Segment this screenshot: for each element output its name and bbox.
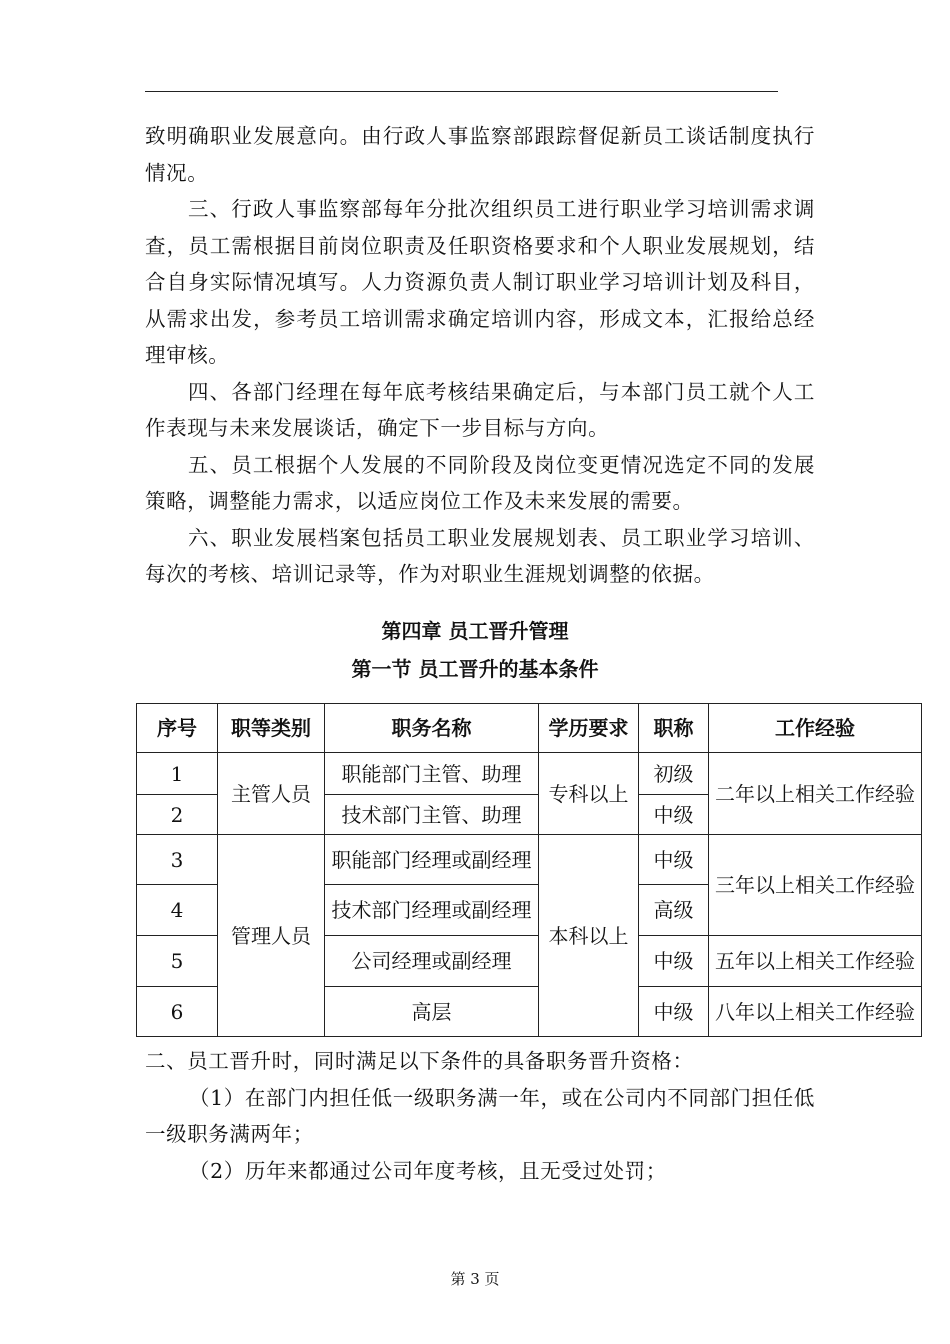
chapter-title: 第四章 员工晋升管理: [381, 619, 569, 643]
cell-position: 技术部门经理或副经理: [325, 885, 539, 936]
cell-title: 中级: [639, 936, 709, 987]
paragraph-item-2: 二、员工晋升时，同时满足以下条件的具备职务晋升资格：: [145, 1049, 694, 1073]
cell-experience: 五年以上相关工作经验: [709, 936, 922, 987]
paragraph-item-5: 五、员工根据个人发展的不同阶段及岗位变更情况选定不同的发展策略，调整能力需求，以适应岗位工作及未来发展的需要。: [145, 452, 815, 513]
paragraph-item-4: 四、各部门经理在每年底考核结果确定后，与本部门员工就个人工作表现与未来发展谈话，确定下一步目标与方向。: [145, 379, 815, 440]
header-cell-category: 职等类别: [218, 704, 325, 753]
cell-title: 高级: [639, 885, 709, 936]
cell-position: 公司经理或副经理: [325, 936, 539, 987]
cell-position: 职能部门主管、助理: [325, 753, 539, 795]
cell-number: 1: [137, 753, 218, 795]
cell-experience: 八年以上相关工作经验: [709, 987, 922, 1037]
promotion-conditions-table: [136, 703, 922, 1037]
condition-1: （1）在部门内担任低一级职务满一年，或在公司内不同部门担任低一级职务满两年；: [145, 1085, 815, 1146]
cell-education: 专科以上: [539, 753, 639, 835]
cell-title: 中级: [639, 835, 709, 885]
cell-category: 主管人员: [218, 753, 325, 835]
cell-number: 4: [137, 885, 218, 936]
paragraph-item-3: 三、行政人事监察部每年分批次组织员工进行职业学习培训需求调查，员工需根据目前岗位职责及任职资格要求和个人职业发展规划，结合自身实际情况填写。人力资源负责人制订职业学习培训计划及科目，从需求出发，参考员工培训需求确定培训内容，形成文本，汇报给总经理审核。: [145, 197, 815, 367]
cell-position: 职能部门经理或副经理: [325, 835, 539, 885]
promotion-conditions-text: [145, 1043, 815, 1189]
cell-title: 中级: [639, 987, 709, 1037]
cell-experience: 二年以上相关工作经验: [709, 753, 922, 835]
paragraph-continuation: 致明确职业发展意向。由行政人事监察部跟踪督促新员工谈话制度执行情况。: [145, 124, 815, 185]
table-row: [137, 753, 922, 795]
header-cell-number: 序号: [137, 704, 218, 753]
cell-position: 技术部门主管、助理: [325, 795, 539, 835]
page-number: 第 3 页: [450, 1270, 500, 1288]
cell-education: 本科以上: [539, 835, 639, 1037]
cell-number: 3: [137, 835, 218, 885]
body-text: [145, 118, 815, 593]
cell-position: 高层: [325, 987, 539, 1037]
cell-category: 管理人员: [218, 835, 325, 1037]
cell-number: 5: [137, 936, 218, 987]
header-cell-experience: 工作经验: [709, 704, 922, 753]
cell-experience: 三年以上相关工作经验: [709, 835, 922, 936]
cell-title: 中级: [639, 795, 709, 835]
header-cell-education: 学历要求: [539, 704, 639, 753]
header-cell-position: 职务名称: [325, 704, 539, 753]
cell-title: 初级: [639, 753, 709, 795]
paragraph-item-6: 六、职业发展档案包括员工职业发展规划表、员工职业学习培训、每次的考核、培训记录等，作为对职业生涯规划调整的依据。: [145, 525, 815, 586]
cell-number: 2: [137, 795, 218, 835]
table-row: [137, 835, 922, 885]
header-rule: [145, 91, 778, 92]
section-title: 第一节 员工晋升的基本条件: [351, 657, 599, 681]
cell-number: 6: [137, 987, 218, 1037]
header-cell-title: 职称: [639, 704, 709, 753]
condition-2: （2）历年来都通过公司年度考核，且无受过处罚；: [189, 1158, 667, 1183]
table-header-row: [137, 704, 922, 753]
